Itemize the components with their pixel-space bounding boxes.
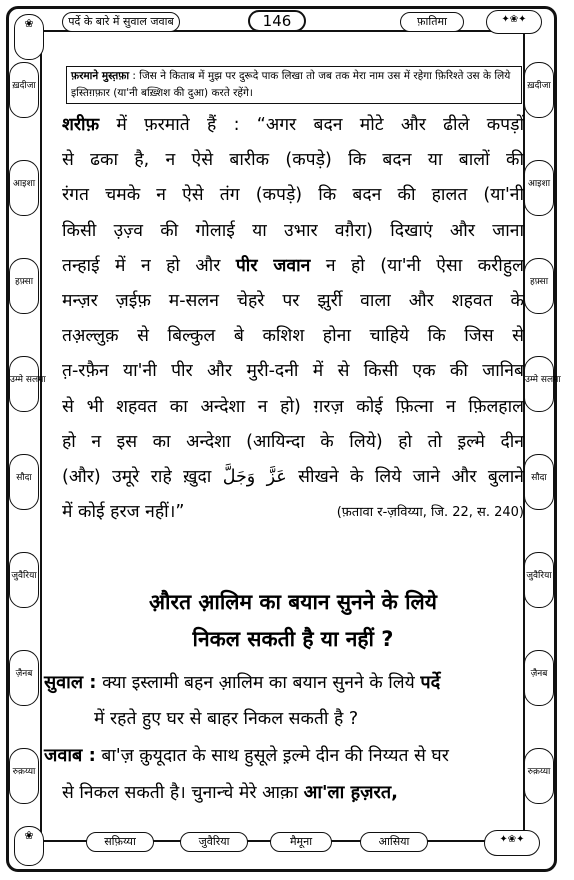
paragraph-line: से भी शहवत का अन्देशा न हो) ग़रज़ कोई फ़ित्ना न फ़िलहाल (62, 396, 524, 417)
footer-name: मैमूना (270, 832, 332, 852)
paragraph-line: हो न इस का अन्देशा (आयिन्दा के लिये) हो तो इ़ल्मे दीन (62, 431, 524, 452)
side-name-left: आइशा (9, 160, 39, 216)
answer-line2 (62, 780, 542, 804)
header-tag: फ़ातिमा (400, 12, 464, 32)
side-name-right: ज़ैनब (524, 650, 554, 706)
page-number: 146 (248, 10, 306, 32)
bold-phrase: आ'ला ह़ज़रत, (303, 782, 398, 803)
paragraph-line (62, 495, 524, 530)
hadith-text: : जिस ने किताब में मुझ पर दुरूदे पाक लिखा तो जब तक मेरा नाम उस में रहेगा फ़िरिश्ते उस के लिये इस्तिग़फ़ार (या'नी बख़्शिश की दुआ) करते रहेंगे। (71, 70, 511, 99)
calligraphy-ornament-icon: ✦❀✦ (484, 830, 540, 856)
line-text: में फ़रमाते हैं : “अगर बदन मोटे और ढीले कपड़ों (116, 115, 524, 135)
book-title: पर्दे के बारे में सुवाल जवाब (62, 12, 180, 32)
side-name-left: सौदा (9, 454, 39, 510)
paragraph-line: तअ़ल्लुक़ से बिल्कुल बे कशिश होना चाहिये कि जिस से (62, 326, 524, 347)
line-text: तन्हाई में न हो और (62, 255, 221, 276)
side-name-right: हफ़्सा (524, 258, 554, 314)
citation: (फ़तावा र-ज़विय्या, जि. 22, स. 240) (336, 505, 524, 521)
main-paragraph (62, 108, 524, 530)
question-line1 (44, 670, 524, 694)
paragraph-line: रंगत चमके न ऐसे तंग (कपड़े) कि बदन की हालत (या'नी (62, 185, 524, 206)
footer-name: आसिया (360, 832, 428, 852)
paragraph-line (62, 249, 524, 284)
side-name-left: ज़ैनब (9, 650, 39, 706)
hadith-box (66, 66, 522, 104)
answer-line1 (44, 743, 524, 767)
line-text: में कोई हरज नहीं।” (62, 502, 185, 523)
side-name-right: रुक़य्या (524, 748, 554, 804)
side-name-left: ख़दीजा (9, 62, 39, 118)
paragraph-line: किसी उ़ज़्व की गोलाई या उभार वग़ैरा) दिखाएं और जाना (62, 220, 524, 241)
side-name-right: आइशा (524, 160, 554, 216)
answer-label: जवाब : (44, 745, 96, 766)
paragraph-line: त़-रफ़ैन या'नी पीर और मुरी-दनी में से किसी एक की जानिब (62, 361, 524, 382)
side-name-right: सौदा (524, 454, 554, 510)
line-text: न हो (या'नी ऐसा करीहुल (325, 255, 524, 276)
bold-phrase: पर्दे (420, 672, 441, 693)
side-name-right: जुवैरिया (524, 552, 554, 608)
side-name-left: जुवैरिया (9, 552, 39, 608)
side-name-left: हफ़्सा (9, 258, 39, 314)
paragraph-line (62, 108, 524, 143)
question-label: सुवाल : (44, 672, 97, 693)
section-heading-line1: औ़रत आ़लिम का बयान सुनने के लिये (149, 590, 437, 614)
paragraph-line: मन्ज़र ज़ईफ़ म-सलन चेहरे पर झुर्री वाला और शहवत के (62, 290, 524, 311)
footer-name: सफ़िय्या (86, 832, 154, 852)
side-name-right: उम्मे सलमा (524, 356, 554, 412)
paragraph-line: (और) उमूरे राहे ख़ुदा عَزَّ وَجَلَّ सीखने के लिये जाने और बुलाने (62, 466, 524, 487)
answer-text: से निकल सकती है। चुनान्चे मेरे आक़ा (62, 783, 298, 803)
section-heading-line2: निकल सकती है या नहीं ? (192, 627, 394, 651)
bold-phrase: शरीफ़ (62, 115, 100, 135)
bold-phrase: पीर जवान (235, 255, 311, 276)
answer-text: बा'ज़ क़ुयूदात के साथ हुसूले इ़ल्मे दीन की निय्यत से घर (101, 746, 449, 766)
side-name-left: उम्मे सलमा (9, 356, 39, 412)
question-line2: में रहते हुए घर से बाहर निकल सकती है ? (94, 709, 359, 729)
corner-ornament-icon: ❀ (14, 826, 44, 866)
hadith-label: फ़रमाने मुस्त़फ़ा (71, 70, 130, 82)
corner-ornament-icon: ❀ (14, 14, 44, 60)
calligraphy-ornament-icon: ✦❀✦ (486, 10, 542, 34)
side-name-left: रुक़य्या (9, 748, 39, 804)
side-name-right: ख़दीजा (524, 62, 554, 118)
question-text: क्या इस्लामी बहन आ़लिम का बयान सुनने के लिये (102, 673, 415, 693)
paragraph-line: से ढका है, न ऐसे बारीक (कपड़े) कि बदन या बालों की (62, 150, 524, 171)
footer-name: जुवैरिया (180, 832, 248, 852)
